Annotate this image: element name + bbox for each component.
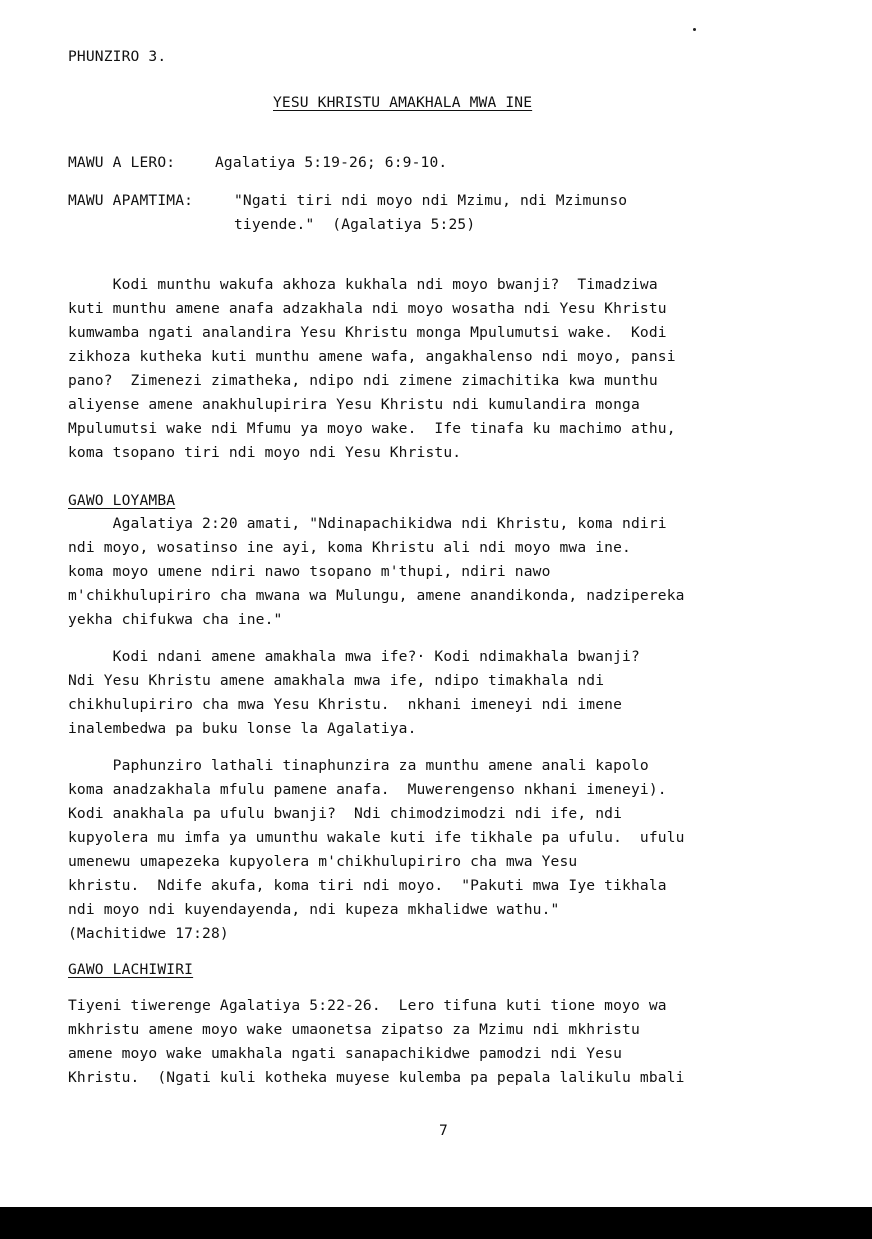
section1-line: Ndi Yesu Khristu amene amakhala mwa ife, ndipo timakhala ndi (68, 672, 605, 689)
section2-line: amene moyo wake umakhala ngati sanapachikidwe pamodzi ndi Yesu (68, 1045, 623, 1062)
section1-line: Kodi anakhala pa ufulu bwanji? Ndi chimodzimodzi ndi ife, ndi (68, 805, 623, 822)
section1-heading: GAWO LOYAMBA (68, 492, 176, 509)
section2-line: Khristu. (Ngati kuli kotheka muyese kulemba pa pepala lalikulu mbali (68, 1069, 685, 1086)
intro-line: kuti munthu amene anafa adzakhala ndi moyo wosatha ndi Yesu Khristu (68, 300, 667, 317)
section1-line: Paphunziro lathali tinaphunzira za munthu amene anali kapolo (68, 757, 649, 774)
intro-line: zikhoza kutheka kuti munthu amene wafa, angakhalenso ndi moyo, pansi (68, 348, 676, 365)
memory-verse-line: tiyende." (Agalatiya 5:25) (234, 216, 476, 233)
section1-line: koma moyo umene ndiri nawo tsopano m'thupi, ndiri nawo (68, 563, 551, 580)
intro-line: aliyense amene anakhulupirira Yesu Khristu ndi kumulandira monga (68, 396, 640, 413)
section1-line: inalembedwa pa buku lonse la Agalatiya. (68, 720, 417, 737)
readings-label: MAWU A LERO: (68, 154, 176, 171)
section1-line: m'chikhulupiriro cha mwana wa Mulungu, amene anandikonda, nadzipereka (68, 587, 685, 604)
section1-line: yekha chifukwa cha ine." (68, 611, 283, 628)
section1-line: ndi moyo, wosatinso ine ayi, koma Khristu ali ndi moyo mwa ine. (68, 539, 631, 556)
section1-line: chikhulupiriro cha mwa Yesu Khristu. nkhani imeneyi ndi imene (68, 696, 623, 713)
intro-line: kumwamba ngati analandira Yesu Khristu monga Mpulumutsi wake. Kodi (68, 324, 667, 341)
intro-line: koma tsopano tiri ndi moyo ndi Yesu Khristu. (68, 444, 462, 461)
section1-line: umenewu umapezeka kupyolera m'chikhulupiriro cha mwa Yesu (68, 853, 578, 870)
intro-line: Mpulumutsi wake ndi Mfumu ya moyo wake. Ife tinafa ku machimo athu, (68, 420, 676, 437)
section1-line: Agalatiya 2:20 amati, "Ndinapachikidwa ndi Khristu, koma ndiri (68, 515, 667, 532)
page-number: 7 (439, 1122, 448, 1139)
intro-line: pano? Zimenezi zimatheka, ndipo ndi zimene zimachitika kwa munthu (68, 372, 658, 389)
scan-speck (693, 28, 696, 31)
section1-line: ndi moyo ndi kuyendayenda, ndi kupeza mkhalidwe wathu." (68, 901, 560, 918)
section1-line: khristu. Ndife akufa, koma tiri ndi moyo. "Pakuti mwa Iye tikhala (68, 877, 667, 894)
section2-heading: GAWO LACHIWIRI (68, 961, 194, 978)
section2-line: mkhristu amene moyo wake umaonetsa zipatso za Mzimu ndi mkhristu (68, 1021, 640, 1038)
readings-value: Agalatiya 5:19-26; 6:9-10. (215, 154, 448, 171)
lesson-header: PHUNZIRO 3. (68, 48, 167, 65)
lesson-title: YESU KHRISTU AMAKHALA MWA INE (273, 94, 533, 111)
section1-line: (Machitidwe 17:28) (68, 925, 229, 942)
memory-verse-label: MAWU APAMTIMA: (68, 192, 194, 209)
scan-bottom-border (0, 1207, 872, 1239)
section1-line: kupyolera mu imfa ya umunthu wakale kuti ife tikhale pa ufulu. ufulu (68, 829, 685, 846)
section2-line: Tiyeni tiwerenge Agalatiya 5:22-26. Lero tifuna kuti tione moyo wa (68, 997, 667, 1014)
intro-line: Kodi munthu wakufa akhoza kukhala ndi moyo bwanji? Timadziwa (68, 276, 658, 293)
section1-line: koma anadzakhala mfulu pamene anafa. Muwerengenso nkhani imeneyi). (68, 781, 667, 798)
memory-verse-line: "Ngati tiri ndi moyo ndi Mzimu, ndi Mzimunso (234, 192, 628, 209)
section1-line: Kodi ndani amene amakhala mwa ife?· Kodi ndimakhala bwanji? (68, 648, 640, 665)
